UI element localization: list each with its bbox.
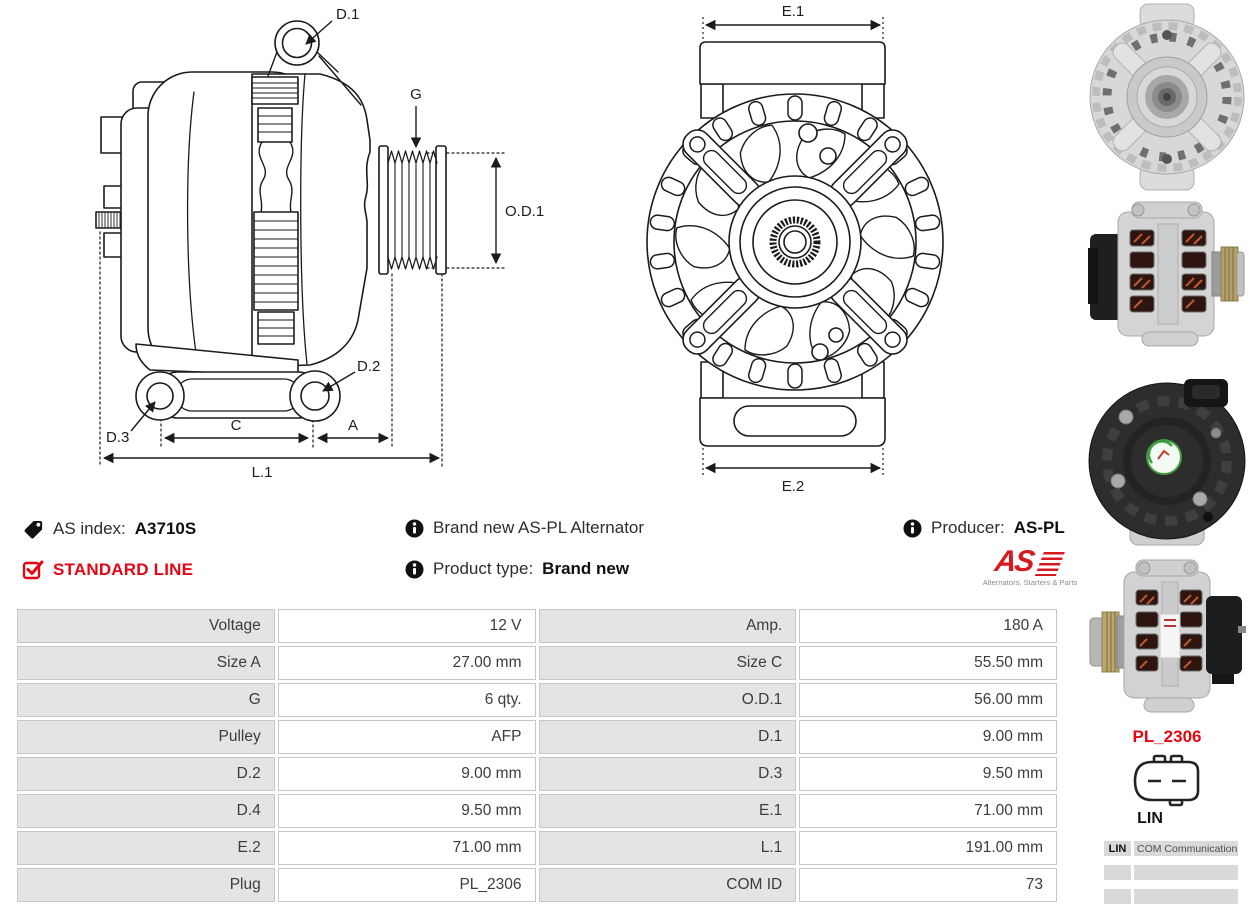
spec-label: Size C xyxy=(539,646,797,680)
rear-lug xyxy=(104,186,123,208)
spec-value: 71.00 mm xyxy=(278,831,536,865)
table-row xyxy=(17,794,1057,828)
spec-label: Plug xyxy=(17,868,275,902)
dim-label-od1: O.D.1 xyxy=(505,203,545,220)
spec-label: COM ID xyxy=(539,868,797,902)
as-index-label: AS index: xyxy=(53,519,126,538)
table-row xyxy=(17,720,1057,754)
com-value xyxy=(1134,865,1238,880)
spec-value: 191.00 mm xyxy=(799,831,1057,865)
rear-lug xyxy=(104,233,123,257)
spec-value: 180 A xyxy=(799,609,1057,643)
com-row xyxy=(1104,841,1238,856)
as-pl-logo-tagline: Alternators, Starters & Parts xyxy=(982,578,1078,587)
spec-value: 6 qty. xyxy=(278,683,536,717)
spec-label: Pulley xyxy=(17,720,275,754)
product-photo-side-right[interactable] xyxy=(1088,200,1246,348)
table-row xyxy=(17,609,1057,643)
info-icon xyxy=(405,519,424,538)
product-type-value: Brand new xyxy=(542,559,630,578)
spec-label: E.1 xyxy=(539,794,797,828)
mount-lug-d2-hole xyxy=(301,382,329,410)
com-value: COM Communication xyxy=(1134,841,1238,856)
product-photo-side-left[interactable] xyxy=(1088,556,1246,714)
face-hole xyxy=(829,328,843,342)
standard-line-label: STANDARD LINE xyxy=(53,559,194,579)
spec-label: Size A xyxy=(17,646,275,680)
dim-label-d1: D.1 xyxy=(336,6,360,23)
spec-table xyxy=(14,606,1060,905)
producer-value: AS-PL xyxy=(1013,518,1065,537)
com-key xyxy=(1104,865,1131,880)
pulley xyxy=(379,146,446,274)
spec-value: 71.00 mm xyxy=(799,794,1057,828)
spec-label: D.4 xyxy=(17,794,275,828)
spec-value: 9.50 mm xyxy=(278,794,536,828)
table-row xyxy=(17,868,1057,902)
brand-new-row xyxy=(405,518,644,538)
com-row xyxy=(1104,865,1238,880)
spec-value: 12 V xyxy=(278,609,536,643)
product-type-row xyxy=(405,559,629,579)
table-row xyxy=(17,757,1057,791)
producer-row xyxy=(903,518,1065,538)
top-bracket-leg xyxy=(701,84,723,118)
com-value xyxy=(1134,889,1238,904)
standard-line-row xyxy=(22,559,193,580)
spec-value: 27.00 mm xyxy=(278,646,536,680)
spec-label: D.1 xyxy=(539,720,797,754)
com-key xyxy=(1104,889,1131,904)
dim-label-e1: E.1 xyxy=(781,3,805,20)
spec-label: G xyxy=(17,683,275,717)
face-hole xyxy=(799,124,817,142)
spec-value: PL_2306 xyxy=(278,868,536,902)
dim-label-c: C xyxy=(230,417,242,434)
side-view-drawing xyxy=(96,21,506,466)
dim-label-d2: D.2 xyxy=(357,358,381,375)
spec-value: AFP xyxy=(278,720,536,754)
product-photo-rear[interactable] xyxy=(1088,377,1246,549)
com-communication-table xyxy=(1104,841,1238,913)
mount-lug-d3-hole xyxy=(147,383,173,409)
as-pl-logo xyxy=(980,544,1080,587)
table-row xyxy=(17,646,1057,680)
plug-connector-icon xyxy=(1128,753,1206,809)
brand-new-text: Brand new AS-PL Alternator xyxy=(433,518,645,537)
spec-label: D.2 xyxy=(17,757,275,791)
top-bracket xyxy=(700,42,885,84)
table-row xyxy=(17,831,1057,865)
as-pl-logo-stripes xyxy=(1035,552,1065,576)
spec-label: O.D.1 xyxy=(539,683,797,717)
technical-drawing xyxy=(0,0,1080,505)
spec-label: D.3 xyxy=(539,757,797,791)
product-type-label: Product type: xyxy=(433,559,534,578)
face-hole xyxy=(812,344,828,360)
producer-label: Producer: xyxy=(931,518,1005,537)
tag-icon xyxy=(22,518,44,540)
spec-value: 56.00 mm xyxy=(799,683,1057,717)
dim-label-g: G xyxy=(410,86,422,103)
as-index-value: A3710S xyxy=(134,519,197,538)
spec-value: 55.50 mm xyxy=(799,646,1057,680)
lug-bar-inner xyxy=(176,379,300,411)
spec-value: 9.50 mm xyxy=(799,757,1057,791)
shaft-hub xyxy=(729,176,861,308)
dim-label-e2: E.2 xyxy=(781,478,805,495)
com-row xyxy=(1104,889,1238,904)
as-index-row xyxy=(22,518,196,540)
com-key: LIN xyxy=(1104,841,1131,856)
spec-label: Voltage xyxy=(17,609,275,643)
as-pl-logo-text: AS xyxy=(992,545,1036,578)
plug-pin-label: LIN xyxy=(1137,810,1163,827)
spec-label: E.2 xyxy=(17,831,275,865)
info-icon xyxy=(405,560,424,579)
face-hole xyxy=(820,148,836,164)
table-row xyxy=(17,683,1057,717)
info-icon xyxy=(903,519,922,538)
dim-label-d3: D.3 xyxy=(106,429,130,446)
checkbox-checked-icon xyxy=(22,559,44,580)
bottom-bracket-slot xyxy=(734,406,856,436)
plug-name: PL_2306 xyxy=(1132,727,1202,746)
spec-value: 9.00 mm xyxy=(799,720,1057,754)
spec-value: 9.00 mm xyxy=(278,757,536,791)
dim-label-l1: L.1 xyxy=(251,464,273,481)
spec-value: 73 xyxy=(799,868,1057,902)
product-photo-front[interactable] xyxy=(1088,3,1246,193)
spec-label: Amp. xyxy=(539,609,797,643)
front-view-drawing xyxy=(647,42,943,446)
dim-label-a: A xyxy=(347,417,359,434)
spec-label: L.1 xyxy=(539,831,797,865)
